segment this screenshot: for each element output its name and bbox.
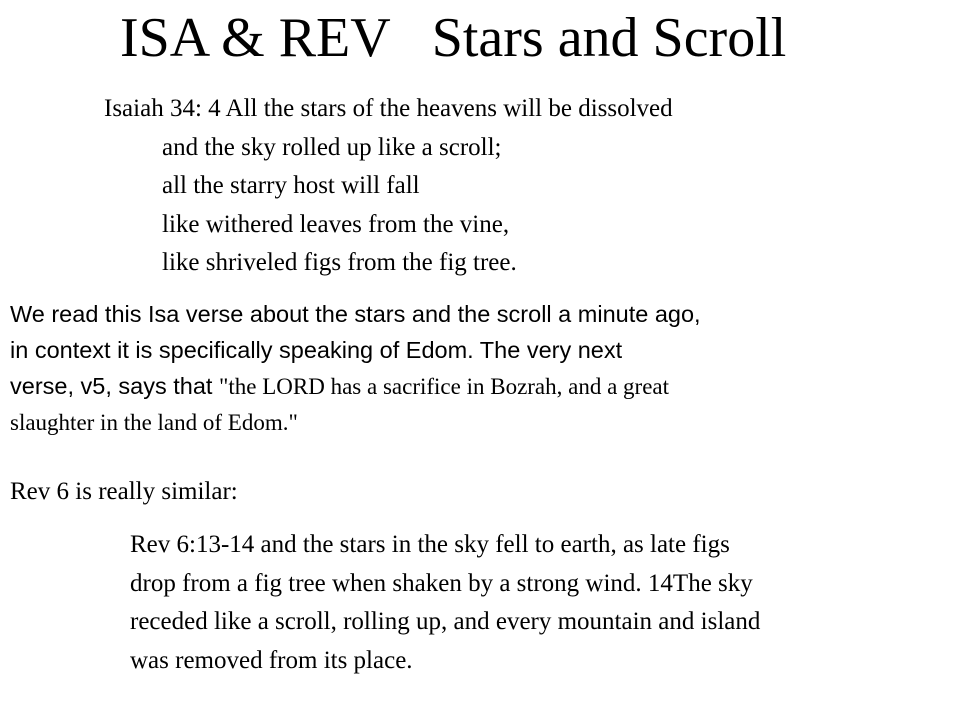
revelation-intro: Rev 6 is really similar:: [10, 478, 238, 505]
isaiah-35-5-quote: "the LORD has a sacrifice in Bozrah, and a great: [218, 374, 670, 399]
commentary-line: in context it is specifically speaking of Edom. The very next: [10, 337, 623, 363]
isaiah-line: and the sky rolled up like a scroll;: [162, 133, 502, 161]
isaiah-line: like withered leaves from the vine,: [162, 210, 510, 238]
isaiah-line: like shriveled figs from the fig tree.: [162, 249, 517, 276]
commentary-paragraph: [10, 296, 955, 441]
page-title: ISA & REV Stars and Scroll: [120, 7, 787, 69]
commentary-text: verse, v5, says that: [10, 373, 219, 399]
revelation-quote: [130, 526, 760, 680]
commentary-line: slaughter in the land of Edom.": [10, 410, 298, 435]
isaiah-line: Isaiah 34: 4 All the stars of the heavens will be dissolved: [104, 95, 673, 122]
revelation-line: was removed from its place.: [130, 646, 413, 674]
revelation-line: drop from a fig tree when shaken by a strong wind. 14The sky: [130, 569, 753, 597]
commentary-line: [10, 368, 955, 405]
commentary-line: We read this Isa verse about the stars and the scroll a minute ago,: [10, 301, 701, 327]
isaiah-line: all the starry host will fall: [162, 172, 420, 199]
revelation-line: receded like a scroll, rolling up, and every mountain and island: [130, 608, 761, 635]
revelation-line: Rev 6:13-14 and the stars in the sky fell to earth, as late figs: [130, 531, 730, 558]
isaiah-quote: [104, 90, 673, 283]
